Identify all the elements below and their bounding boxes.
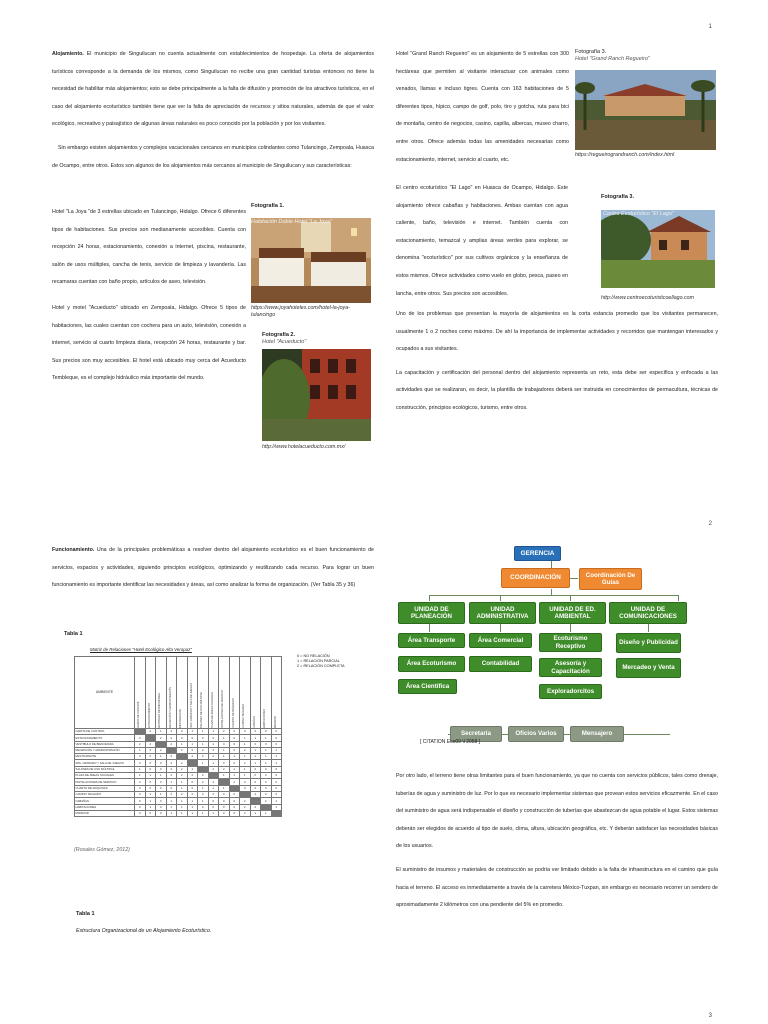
matrix-cell: 0 (156, 766, 167, 772)
matrix-column-header: CAMINO TECHADO (240, 657, 251, 729)
matrix-cell: 1 (208, 741, 219, 747)
matrix-column-header: INSTALACIONES DE SERVICIO (219, 657, 230, 729)
paragraph-funcionamiento: Funcionamiento. Una de la principales problemáticas a resolver dentro del alojamiento ecoturístico es el buen funcionamiento de servicios, espacios y actividades, siguiendo principios ecológicos, optimizando y reutilizando cada recurso. Para lograr un buen funcionamiento es importante identificar las necesidades y áreas, así como analizar la forma de organización. (Ver Tabla 35 y 36) (52, 547, 374, 589)
matrix-cell: 0 (208, 735, 219, 741)
matrix-cell: 0 (135, 810, 146, 816)
paragraph-regueiro: Hotel "Grand Ranch Regueiro" es un alojamiento de 5 estrellas con 300 hectáreas que permiten al visitante interactuar con animales como venados, llamas e incluso tigres. Cuenta con 163 habitaciones de 5 diferentes tipos, hípico, campo de golf, polo, tiro y gotcha, ruta para bici de montaña, centro de negocios, casino, capilla, albercas, museo charro, entre otros. Ofrece además todas las amenidades necesarias como estacionamiento, internet, servicio al cuarto, etc. (396, 51, 569, 163)
matrix-cell: 1 (219, 735, 230, 741)
matrix-cell: 1 (156, 729, 167, 735)
photo-3b-image (601, 210, 715, 288)
legend-item: 1 = RELACIÓN PARCIAL (297, 659, 340, 663)
page-number: 2 (708, 521, 712, 527)
org-unit-ed-ambiental: UNIDAD DE ED. AMBIENTAL (539, 602, 606, 624)
matrix-cell: 2 (219, 766, 230, 772)
matrix-cell: 2 (208, 779, 219, 785)
matrix-cell: 1 (229, 773, 240, 779)
matrix-cell: 2 (261, 791, 272, 797)
matrix-cell: 1 (187, 810, 198, 816)
right-column-regueiro (396, 46, 569, 169)
matrix-cell: 0 (229, 747, 240, 753)
matrix-row-label: INSTALACIONES DE SERVICIO (75, 779, 135, 785)
matrix-cell: 1 (135, 766, 146, 772)
matrix-cell: 0 (271, 766, 282, 772)
matrix-row-label: SPA, GIMNASIO Y SALA DE JUEGOS (75, 760, 135, 766)
matrix-cell: 0 (219, 810, 230, 816)
matrix-cell: 0 (229, 804, 240, 810)
matrix-row-label: RECEPCIÓN Y ADMINISTRACIÓN (75, 747, 135, 753)
paragraph-suministro: El suministro de insumos y materiales de construcción se podría ver limitado debido a la falta de infraestructura en el camino que guía hacia el terreno. El acceso es inmediatamente a través de la carretera México-Tuxpan, sin embargo es necesario recorrer un sendero de aproximadamente 2 kilómetros con una pendiente del 5% en promedio. (396, 866, 718, 909)
photo-2-caption: Fotografía 2. Hotel "Acueducto" (262, 332, 307, 345)
matrix-cell: 1 (261, 760, 272, 766)
matrix-ambiente-header: AMBIENTE (75, 657, 135, 729)
matrix-cell: 2 (240, 747, 251, 753)
matrix-cell: 1 (219, 785, 230, 791)
matrix-cell: 1 (219, 747, 230, 753)
photo-2-url[interactable]: http://www.hotelacueducto.com.mx/ (262, 444, 346, 450)
matrix-cell: 0 (250, 766, 261, 772)
matrix-cell: 0 (219, 760, 230, 766)
matrix-cell: 0 (250, 785, 261, 791)
matrix-cell: 0 (208, 804, 219, 810)
matrix-cell: 1 (271, 747, 282, 753)
paragraph-el-lago: El centro ecoturístico "El Lago" en Huasca de Ocampo, Hidalgo. Este alojamiento ofrece cabañas y habitaciones. Ambas cuentan con agua caliente, baño, televisión e internet. También cuenta con estacionamiento, temazcal y amplias áreas verdes para explorar, se denomina "ecoturístico" por sus cultivos orgánicos y la enseñanza de estos mismos. Ofrece actividades como vuelo en globo, pesca, paseo en lancha, entre otros. Sus precios son accesibles. (396, 185, 568, 297)
matrix-cell: 0 (145, 760, 156, 766)
photo-2-image (262, 349, 371, 441)
left-column-funcionamiento (52, 542, 374, 595)
matrix-cell: 2 (166, 773, 177, 779)
matrix-cell: 1 (198, 798, 209, 804)
matrix-cell: 0 (250, 741, 261, 747)
matrix-cell: 2 (145, 729, 156, 735)
matrix-cell: 1 (198, 785, 209, 791)
matrix-cell: 2 (177, 791, 188, 797)
matrix-cell: 1 (250, 747, 261, 753)
matrix-row-label: SALONES DE USO MÚLTIPLE (75, 766, 135, 772)
matrix-cell: 0 (145, 766, 156, 772)
section-label: Alojamiento. (52, 51, 84, 57)
matrix-row-label: VESTIBULO DE BIENVENIDA (75, 741, 135, 747)
matrix-cell: 1 (229, 766, 240, 772)
org-unit-comunicaciones: UNIDAD DE COMUNICACIONES (609, 602, 687, 624)
photo-1-caption: Fotografía 1. (251, 203, 285, 209)
matrix-cell: 2 (261, 798, 272, 804)
ranch-photo (575, 70, 716, 150)
paragraph-limitantes: Por otro lado, el terreno tiene otras limitantes para el buen funcionamiento, ya que no cuenta con servicios públicos, tales como drenaje, tuberías de agua y suministro de luz. Por lo que es necesario implementar sistemas que provean estos servicios eficazmente. En el caso del suministro de agua será indispensable el diseño y construcción de tuberías que abastezcan de agua potable el lugar. Estos sistemas deberán ser elegidos de acuerdo al tipo de suelo, clima, altura, ubicación geográfica, etc. Y deberán satisfacer las necesidades básicas de los usuarios. (396, 773, 718, 850)
matrix-cell: 1 (187, 766, 198, 772)
matrix-cell: 2 (166, 729, 177, 735)
matrix-cell: 0 (135, 791, 146, 797)
matrix-cell: 0 (250, 779, 261, 785)
matrix-cell: 1 (156, 754, 167, 760)
matrix-title: Matriz de Relaciones "Hotel Ecológico Alta Verapaz" (90, 647, 192, 652)
matrix-cell: 2 (198, 754, 209, 760)
matrix-cell: 2 (156, 735, 167, 741)
org-contabilidad: Contabilidad (469, 656, 532, 672)
matrix-cell: 2 (166, 791, 177, 797)
matrix-cell: 1 (156, 791, 167, 797)
matrix-cell: 0 (145, 754, 156, 760)
matrix-cell: 1 (271, 754, 282, 760)
matrix-cell: 0 (156, 810, 167, 816)
matrix-cell: 1 (229, 754, 240, 760)
matrix-row-label: MIRADOR (75, 810, 135, 816)
matrix-cell: 0 (271, 741, 282, 747)
org-asesoria-capacitacion: Asesoría y Capacitación (539, 658, 602, 677)
matrix-cell: 0 (135, 785, 146, 791)
matrix-cell: 2 (240, 804, 251, 810)
matrix-cell: 1 (271, 804, 282, 810)
paragraph-capacitacion: La capacitación y certificación del personal dentro del alojamiento representa un reto, esta debe ser específica y enfocada a las actividades que se realizaran, es decir, la plantilla de trabajadores deberá ser instruida en conocimientos de permacultura, técnicas de construcción, principios ecológicos, turismo, entre otros. (396, 369, 718, 411)
table-1-caption-label: Tabla 1 (76, 911, 95, 917)
matrix-cell: 0 (208, 798, 219, 804)
matrix-cell: 2 (187, 791, 198, 797)
matrix-cell: 1 (166, 779, 177, 785)
matrix-column-header: CABAÑAS (250, 657, 261, 729)
photo-1-image (251, 218, 371, 303)
matrix-cell: 1 (250, 810, 261, 816)
matrix-cell: 0 (261, 766, 272, 772)
paragraph-la-joya: Hotel "La Joya "de 3 estrellas ubicado en Tulancingo, Hidalgo. Ofrece 6 diferentes tipos de habitaciones. Sus precios son medianamente accesibles. Cuenta con recepción 24 horas, estacionamiento, conexión a internet, piscina, restaurante, salón de usos múltiples, cancha de tenis, servicio de limpieza y lavandería. Las recamaras cuentan con baño propio, artículos de aseo, televisión. (52, 209, 246, 286)
org-gerencia: GERENCIA (514, 546, 561, 561)
matrix-row-label: HABITACIONES (75, 804, 135, 810)
matrix-cell: 1 (187, 741, 198, 747)
matrix-cell: 0 (261, 741, 272, 747)
matrix-cell: 0 (229, 791, 240, 797)
left-column-intro (52, 46, 374, 175)
matrix-cell: 2 (198, 791, 209, 797)
matrix-cell: 2 (166, 760, 177, 766)
matrix-cell: 2 (177, 766, 188, 772)
matrix-cell: 1 (166, 810, 177, 816)
page-number-3: 3 (708, 1013, 712, 1019)
matrix-cell: 2 (208, 766, 219, 772)
matrix-cell: 0 (198, 735, 209, 741)
right-column-problems (396, 306, 718, 418)
matrix-row-label: GARITA DE CONTROL (75, 729, 135, 735)
org-unit-administrativa: UNIDAD ADMINISTRATIVA (469, 602, 536, 624)
matrix-cell: 1 (271, 798, 282, 804)
matrix-cell: 1 (261, 747, 272, 753)
matrix-cell: 0 (229, 741, 240, 747)
relationship-matrix (74, 656, 282, 817)
matrix-cell: 2 (135, 741, 146, 747)
matrix-cell: 2 (229, 779, 240, 785)
legend-item: 0 = NO RELACIÓN (297, 654, 330, 658)
matrix-cell: 0 (271, 785, 282, 791)
matrix-cell: 1 (198, 760, 209, 766)
matrix-cell: 0 (219, 741, 230, 747)
matrix-cell: 0 (166, 785, 177, 791)
citation: [ CITATION Eco09 \l 2058 ] (420, 739, 481, 745)
org-unit-planeacion: UNIDAD DE PLANEACIÓN (398, 602, 465, 624)
matrix-cell: 1 (261, 810, 272, 816)
matrix-column-header: HABITACIONES (261, 657, 272, 729)
paragraph-acueducto: Hotel y motel "Acueducto" ubicado en Zempoala, Hidalgo. Ofrece 5 tipos de habitaciones, las cuales cuentan con cochera para un auto, televisión, conexión a internet, servicio al cuarto limpieza diaria, recepción 24 horas, restaurante y bar. Sus precios son muy accesibles. El hotel está ubicado muy cerca del Acueducto Tembleque, es el complejo hidráulico más importante del mundo. (52, 304, 246, 382)
matrix-cell: 1 (240, 773, 251, 779)
matrix-cell: 2 (208, 791, 219, 797)
paragraph-alojamiento: Alojamiento. El municipio de Singuilucan no cuenta actualmente con establecimientos de hospedaje. La oferta de alojamientos turísticos corresponde a la demanda de los mismos, como Singuilucan no recibe una gran cantidad turistas entonces no tiene la necesidad de habilitar más alojamientos; esto se debe principalmente a la falta de difusión y promoción de los atractivos turísticos, en el caso del alojamiento ecoturístico también tiene que ver la falta de apreciación de recursos y sitios naturales, además de que el valor ecológico, recreativo y paisajístico de algunas áreas naturales es poco conocido por la población y por los visitantes. (52, 51, 374, 128)
matrix-cell: 2 (166, 766, 177, 772)
matrix-row-label: CABAÑAS (75, 798, 135, 804)
matrix-cell: 0 (271, 735, 282, 741)
matrix-cell: 2 (135, 735, 146, 741)
ecotourism-center-photo (601, 210, 715, 288)
matrix-cell: 2 (271, 791, 282, 797)
matrix-cell: 0 (145, 779, 156, 785)
org-ecoturismo-receptivo: Ecoturismo Receptivo (539, 633, 602, 652)
matrix-cell: 0 (271, 729, 282, 735)
matrix-cell: 2 (219, 729, 230, 735)
photo-3b-caption: Fotografía 3. (601, 194, 635, 200)
matrix-cell: 1 (250, 735, 261, 741)
matrix-cell: 0 (177, 735, 188, 741)
section-label: Funcionamiento. (52, 547, 95, 553)
matrix-cell: 0 (250, 729, 261, 735)
matrix-cell: 0 (156, 785, 167, 791)
matrix-cell: 0 (261, 779, 272, 785)
matrix-cell: 2 (208, 747, 219, 753)
matrix-cell: 0 (261, 773, 272, 779)
matrix-cell: 1 (198, 729, 209, 735)
org-mercadeo-venta: Mercadeo y Venta (616, 658, 681, 678)
matrix-cell: 1 (219, 754, 230, 760)
matrix-cell: 2 (250, 804, 261, 810)
page-number: 1 (708, 24, 712, 30)
matrix-column-header: CUARTO DE MÁQUINAS (229, 657, 240, 729)
org-coordinacion: COORDINACIÓN (501, 568, 570, 588)
matrix-cell: 1 (261, 735, 272, 741)
page-2 (0, 510, 768, 1024)
matrix-cell: 1 (219, 773, 230, 779)
matrix-cell: 1 (240, 766, 251, 772)
matrix-cell: 1 (145, 798, 156, 804)
matrix-cell: 0 (177, 729, 188, 735)
org-diseno-publicidad: Diseño y Publicidad (616, 633, 681, 653)
matrix-cell: 2 (166, 754, 177, 760)
table-1-caption: Estructura Organizacional de un Alojamiento Ecoturístico. (76, 928, 212, 934)
matrix-column-header: GARITA DE CONTROL (135, 657, 146, 729)
matrix-cell: 0 (240, 779, 251, 785)
matrix-cell: 2 (240, 810, 251, 816)
matrix-cell: 0 (240, 785, 251, 791)
matrix-cell: 0 (156, 779, 167, 785)
matrix-cell: 0 (261, 729, 272, 735)
matrix-column-header: SALONES DE USO MÚLTIPLE (198, 657, 209, 729)
matrix-cell: 1 (250, 754, 261, 760)
hotel-room-photo (251, 218, 371, 303)
paragraph-cercanos: Sin embargo existen alojamientos y complejos vacacionales cercanos en municipios colindantes como Tulancingo, Zempoala, Huasca de Ocampo, entre otros. Estos son algunos de los alojamientos más cercanos al municipio de Singuilucan y sus características: (52, 144, 374, 169)
matrix-row-label: RESTAURANTE (75, 754, 135, 760)
matrix-cell: 2 (250, 791, 261, 797)
photo-3b-url[interactable]: http://www.centroecoturisticoellago.com (601, 295, 695, 301)
org-area-cientifica: Área Científica (398, 679, 457, 694)
photo-3a-url[interactable]: https://regueirograndranch.com/index.html (575, 152, 675, 158)
org-area-comercial: Área Comercial (469, 633, 532, 648)
matrix-cell: 0 (219, 791, 230, 797)
org-oficios-varios: Oficios Varios (508, 726, 564, 742)
matrix-cell: 0 (187, 785, 198, 791)
matrix-cell: 1 (166, 804, 177, 810)
matrix-cell: 1 (250, 760, 261, 766)
right-column-el-lago (396, 180, 568, 303)
matrix-cell: 1 (145, 773, 156, 779)
matrix-row-label: CUARTO DE MÁQUINAS (75, 785, 135, 791)
matrix-cell: 0 (271, 779, 282, 785)
matrix-cell: 0 (271, 773, 282, 779)
matrix-cell: 1 (177, 804, 188, 810)
matrix-cell: 1 (198, 741, 209, 747)
matrix-cell: 2 (240, 760, 251, 766)
matrix-column-header: RECEPCIÓN Y ADMINISTRACIÓN (166, 657, 177, 729)
matrix-column-header: MIRADOR (271, 657, 282, 729)
matrix-cell: 2 (198, 779, 209, 785)
matrix-cell: 2 (198, 747, 209, 753)
matrix-cell: 2 (145, 747, 156, 753)
matrix-cell: 0 (187, 735, 198, 741)
matrix-cell: 1 (177, 741, 188, 747)
matrix-cell: 2 (135, 779, 146, 785)
matrix-cell: 0 (219, 804, 230, 810)
matrix-cell: 1 (208, 760, 219, 766)
photo-1-url[interactable]: https://www.joyahoteles.com/hotel-la-joya-tulancingo (251, 305, 350, 318)
matrix-cell: 0 (187, 779, 198, 785)
matrix-cell: 2 (240, 798, 251, 804)
matrix-cell: 0 (261, 785, 272, 791)
org-coordinacion-guias: Coordinación De Guías (579, 568, 642, 590)
matrix-cell: 1 (240, 754, 251, 760)
matrix-cell: 1 (271, 760, 282, 766)
matrix-column-header: SPA, GIMNASIO Y SALA DE JUEGOS (187, 657, 198, 729)
matrix-cell: 1 (187, 729, 198, 735)
matrix-cell: 2 (166, 735, 177, 741)
matrix-cell: 0 (135, 804, 146, 810)
matrix-cell: 1 (177, 785, 188, 791)
matrix-cell: 1 (261, 754, 272, 760)
org-exploradorcitos: Exploradorcitos (539, 684, 602, 699)
matrix-cell: 2 (145, 741, 156, 747)
org-area-transporte: Área Transporte (398, 633, 465, 648)
matrix-cell: 1 (156, 773, 167, 779)
matrix-cell: 1 (166, 798, 177, 804)
matrix-cell: 2 (187, 754, 198, 760)
photo-1-title: Habitación Doble Hotel "La Joya" (251, 219, 332, 225)
matrix-row (75, 810, 282, 816)
hotel-courtyard-photo (262, 349, 371, 441)
org-area-ecoturismo: Área Ecoturismo (398, 656, 465, 672)
matrix-cell: 0 (198, 804, 209, 810)
matrix-cell: 1 (187, 804, 198, 810)
matrix-row-label: ESTACIONAMIENTO (75, 735, 135, 741)
matrix-cell: 2 (177, 773, 188, 779)
matrix-cell: 0 (145, 785, 156, 791)
matrix-cell: 2 (198, 773, 209, 779)
paragraph-estancia: Uno de los problemas que presentan la mayoría de alojamientos es la corta estancia promedio que los visitantes permanecen, usualmente 1 o 2 noches como máximo. De ahí la importancia de implementar actividades y recorridos que mantengan interesados y ocupados a sus visitantes. (396, 311, 718, 353)
matrix-cell: 2 (177, 760, 188, 766)
matrix-column-header: VESTIBULO DE BIENVENIDA (156, 657, 167, 729)
matrix-cell: 0 (229, 798, 240, 804)
matrix-cell: 1 (135, 773, 146, 779)
matrix-cell: 0 (229, 760, 240, 766)
right-column-limitantes (396, 768, 718, 915)
matrix-row-label: PLAZA DE ÁREAS SOCIALES (75, 773, 135, 779)
matrix-cell: 1 (177, 810, 188, 816)
matrix-cell: 0 (156, 760, 167, 766)
org-mensajero: Mensajero (570, 726, 624, 742)
matrix-cell: 1 (240, 735, 251, 741)
legend-item: 2 = RELACIÓN COMPLETA (297, 664, 345, 668)
page-1 (0, 0, 768, 505)
matrix-cell: 0 (229, 735, 240, 741)
matrix-legend (297, 654, 367, 669)
matrix-cell: 2 (166, 741, 177, 747)
matrix-cell: 1 (240, 741, 251, 747)
matrix-cell: 0 (135, 798, 146, 804)
matrix-cell: 1 (177, 798, 188, 804)
matrix-column-header: PLAZA DE ÁREAS SOCIALES (208, 657, 219, 729)
matrix-cell: 0 (240, 729, 251, 735)
matrix-cell: 1 (145, 791, 156, 797)
matrix-cell: 0 (229, 729, 240, 735)
matrix-cell: 1 (208, 785, 219, 791)
matrix-row-label: CAMINO TECHADO (75, 791, 135, 797)
matrix-cell: 2 (177, 747, 188, 753)
matrix-cell: 0 (135, 760, 146, 766)
matrix-cell: 0 (250, 773, 261, 779)
matrix-cell: 0 (145, 810, 156, 816)
org-secretaria: Secretaría (450, 726, 502, 742)
matrix-cell: 1 (145, 804, 156, 810)
matrix-cell: 2 (208, 754, 219, 760)
matrix-column-header: ESTACIONAMIENTO (145, 657, 156, 729)
org-chart (396, 544, 718, 744)
matrix-cell: 0 (156, 798, 167, 804)
matrix-cell: 0 (229, 810, 240, 816)
photo-3a-caption: Fotografía 3. Hotel "Grand Ranch Regueiro" (575, 49, 650, 62)
photo-3a-image (575, 70, 716, 150)
matrix-cell: 2 (187, 747, 198, 753)
matrix-cell: 2 (156, 747, 167, 753)
matrix-column-header: RESTAURANTE (177, 657, 188, 729)
matrix-cell (271, 810, 282, 816)
matrix-cell: 2 (187, 773, 198, 779)
matrix-cell: 1 (208, 729, 219, 735)
matrix-cell: 1 (135, 747, 146, 753)
matrix-cell: 0 (219, 798, 230, 804)
matrix-cell: 1 (187, 798, 198, 804)
matrix-cell: 1 (208, 810, 219, 816)
matrix-source: (Rosales Gómez, 2012) (74, 847, 130, 853)
left-column-hotels (52, 204, 246, 388)
matrix-cell: 0 (156, 804, 167, 810)
matrix-cell: 0 (135, 754, 146, 760)
matrix-table (74, 656, 282, 817)
table-1-label: Tabla 1 (64, 631, 83, 637)
matrix-cell: 1 (177, 779, 188, 785)
matrix-cell: 1 (198, 810, 209, 816)
photo-3b-title: Centro Ecoturístico "El Lago" (603, 211, 674, 217)
